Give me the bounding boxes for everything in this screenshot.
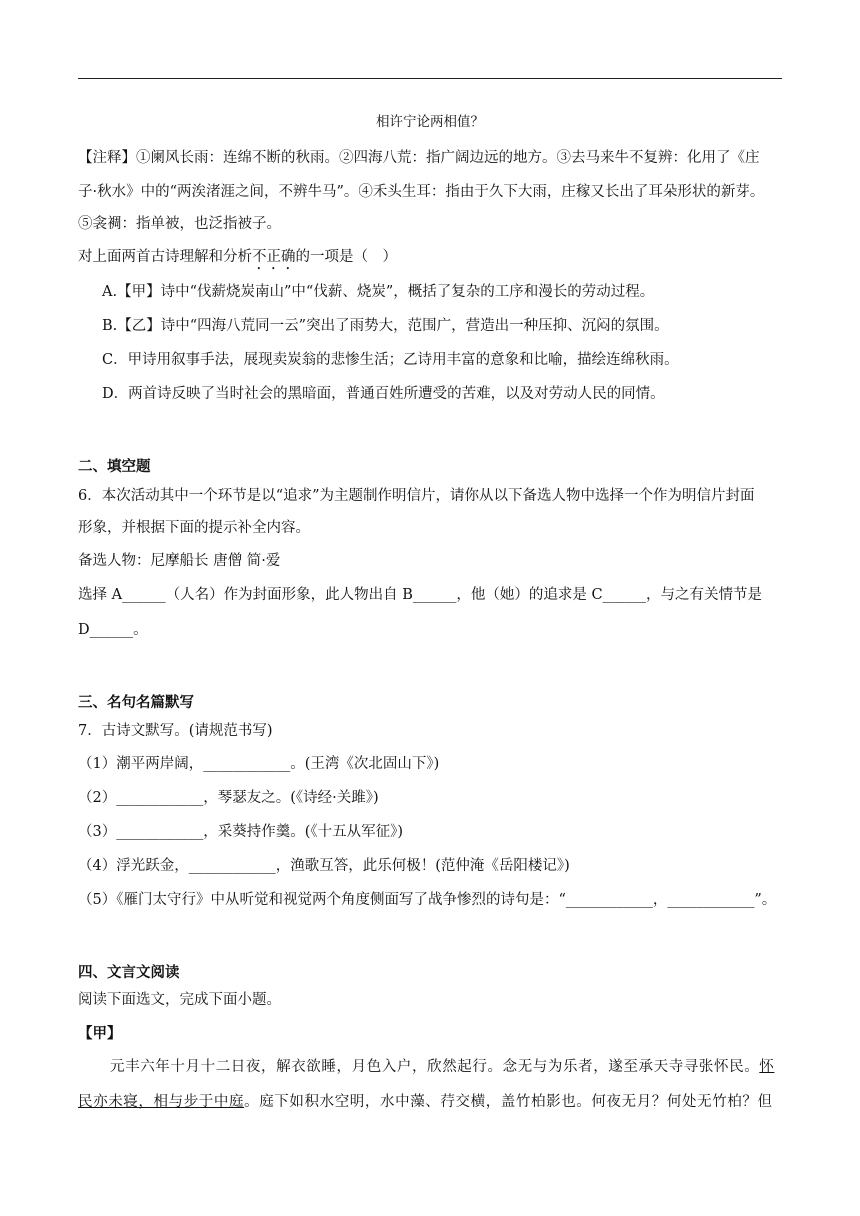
- q5-stem-before: 对上面两首古诗理解和分析: [78, 249, 252, 265]
- passage-line-1: [110, 1057, 782, 1077]
- q7-item-3: （3）____________，采葵持作羹。(《十五从军征》): [78, 824, 404, 840]
- passage-underline-1: 怀: [759, 1059, 775, 1075]
- q7-item-5: （5）《雁门太守行》中从听觉和视觉两个角度侧面写了战争惨烈的诗句是：“____________，____________”。: [78, 892, 777, 908]
- q7-item-1: （1）潮平两岸阔，____________。(王湾《次北固山下》): [78, 756, 440, 772]
- q6-line-1: 6．本次活动其中一个环节是以“追求”为主题制作明信片，请你从以下备选人物中选择一个作为明信片封面: [78, 488, 755, 504]
- passage-label-jia: 【甲】: [78, 1025, 122, 1042]
- notes-line-1: 【注释】①阑风长雨：连绵不断的秋雨。②四海八荒：指广阔边远的地方。③去马来牛不复辨：化用了《庄: [78, 150, 760, 166]
- section-2-title: 二、填空题: [78, 458, 151, 475]
- section-3-title: 三、名句名篇默写: [78, 694, 194, 711]
- q5-option-c: C．甲诗用叙事手法，展现卖炭翁的悲惨生活；乙诗用丰富的意象和比喻，描绘连绵秋雨。: [102, 352, 679, 368]
- section-4-title: 四、文言文阅读: [78, 964, 180, 981]
- section-4-instruction: 阅读下面选文，完成下面小题。: [78, 992, 281, 1008]
- q7-item-4: （4）浮光跃金，____________，渔歌互答，此乐何极！(范仲淹《岳阳楼记》): [78, 858, 570, 874]
- q7-stem: 7．古诗文默写。(请规范书写): [78, 723, 273, 739]
- notes-line-2: 子·秋水》中的“两涘渚涯之间，不辨牛马”。④禾头生耳：指由于久下大雨，庄稼又长出了耳朵形状的新芽。: [78, 184, 765, 200]
- poem-tail: 相许宁论两相值？: [376, 114, 484, 130]
- passage-underline-2: 民亦未寝，相与步于中庭: [78, 1094, 245, 1110]
- q6-line-3: 备选人物：尼摩船长 唐僧 简·爱: [78, 553, 281, 569]
- q5-stem-after: 的一项是（ ）: [295, 249, 397, 265]
- passage-line-2: [78, 1092, 782, 1112]
- q6-line-2: 形象，并根据下面的提示补全内容。: [78, 520, 310, 536]
- q5-option-b: B.【乙】诗中“四海八荒同一云”突出了雨势大，范围广，营造出一种压抑、沉闷的氛围。: [102, 318, 669, 334]
- passage-line-1-text: 元丰六年十月十二日夜，解衣欲睡，月色入户，欣然起行。念无与为乐者，遂至承天寺寻张怀民。: [110, 1059, 760, 1075]
- notes-line-3: ⑤衾裯：指单被，也泛指被子。: [78, 216, 281, 232]
- q6-line-4: 选择 A______（人名）作为封面形象，此人物出自 B______，他（她）的追求是 C______，与之有关情节是: [78, 587, 763, 603]
- q5-stem: [78, 247, 782, 273]
- q7-item-2: （2）____________，琴瑟友之。(《诗经·关雎》): [78, 790, 379, 806]
- q5-option-a: A.【甲】诗中“伐薪烧炭南山”中“伐薪、烧炭”，概括了复杂的工序和漫长的劳动过程。: [102, 284, 655, 300]
- q5-option-d: D．两首诗反映了当时社会的黑暗面，普通百姓所遭受的苦难，以及对劳动人民的同情。: [102, 386, 665, 402]
- q5-stem-emphasis: 不正确: [252, 249, 296, 265]
- passage-line-2-text: 。庭下如积水空明，水中藻、荇交横，盖竹柏影也。何夜无月？何处无竹柏？但: [244, 1094, 773, 1110]
- q6-line-5: D______。: [78, 622, 148, 638]
- header-rule: [78, 78, 782, 79]
